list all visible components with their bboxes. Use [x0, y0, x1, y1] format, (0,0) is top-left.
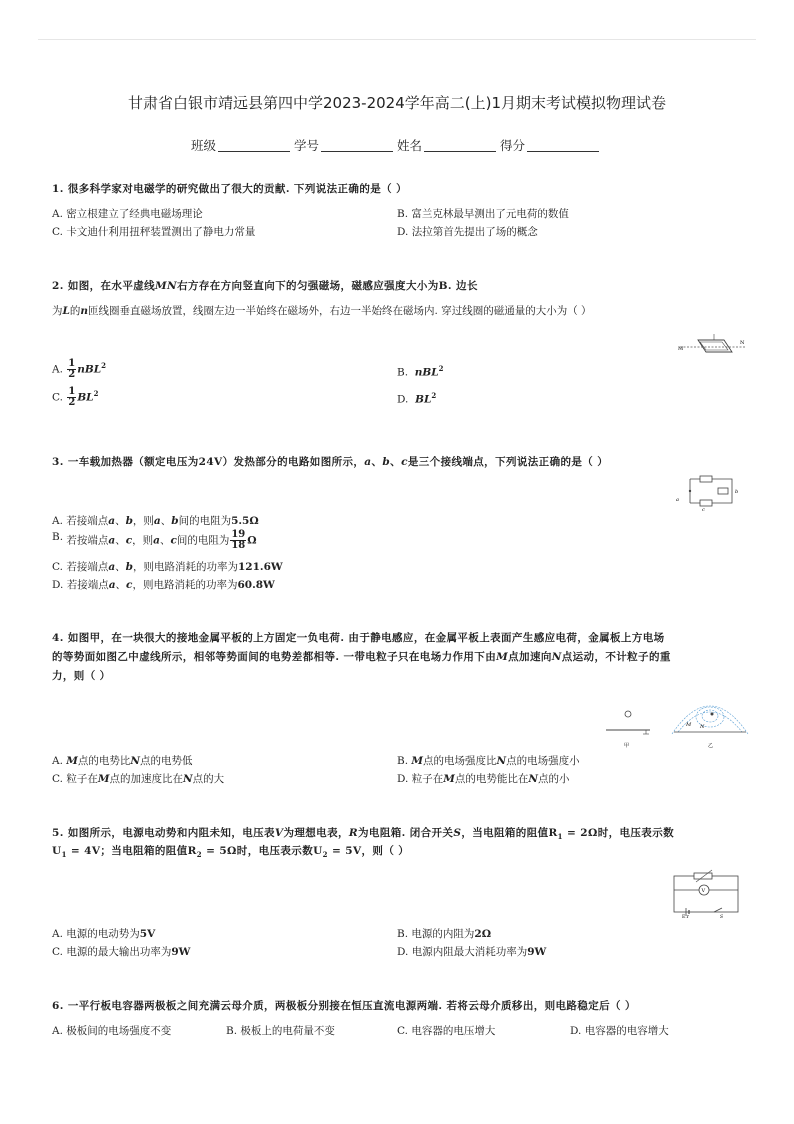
q3-fig-label-c: c	[702, 507, 705, 511]
q4-fig-label-n: N	[700, 724, 705, 730]
q4-option-c[interactable]: C. 粒子在M点的加速度比在N点的大	[52, 773, 225, 785]
q5-stem-line2: $U_1 = 4V$；当电阻箱的阻值$R_2 = 5\Omega$时，电压表示数$U_2 = 5V$，则（ ）	[52, 845, 410, 860]
student-info-line	[0, 136, 794, 154]
q3-option-d[interactable]: D. 若接端点a、c，则电路消耗的功率为60.8W	[52, 579, 275, 591]
q2-option-d[interactable]: D. $BL^2$	[397, 391, 437, 406]
q1-option-b[interactable]: B. 富兰克林最早测出了元电荷的数值	[397, 208, 569, 220]
score-label: 得分	[500, 138, 526, 153]
q5-option-a[interactable]: A. 电源的电动势为5V	[52, 928, 156, 940]
q3-option-a[interactable]: A. 若接端点a、b，则a、b间的电阻为5.5Ω	[52, 515, 259, 527]
q6-option-d[interactable]: D. 电容器的电容增大	[570, 1025, 669, 1037]
q1-stem: 1. 很多科学家对电磁学的研究做出了很大的贡献. 下列说法正确的是（ ）	[52, 183, 407, 195]
page-title: 甘肃省白银市靖远县第四中学2023-2024学年高二(上)1月期末考试模拟物理试卷	[127, 94, 666, 112]
q4-option-a[interactable]: A. M点的电势比N点的电势低	[52, 755, 193, 767]
q5-circuit-figure	[668, 868, 744, 918]
q2-coil-figure	[676, 330, 748, 360]
q4-option-b[interactable]: B. M点的电场强度比N点的电场强度小	[397, 755, 580, 767]
q1-option-d[interactable]: D. 法拉第首先提出了场的概念	[397, 226, 538, 238]
q2-stem-line2: 为L的n匝线圈垂直磁场放置，线圈左边一半始终在磁场外，右边一半始终在磁场内. 穿过线圈的磁通量的大小为（ ）	[52, 305, 592, 317]
class-field[interactable]	[218, 140, 290, 152]
q2-c-fraction: $\frac{1}{2}$	[68, 386, 76, 408]
id-field[interactable]	[321, 140, 393, 152]
q4-field-figure	[600, 700, 750, 752]
name-label: 姓名	[397, 138, 423, 153]
q3-option-b[interactable]: B. 若按端点a、c，则a、c间的电阻为 $\frac{19}{18}$ Ω	[52, 529, 257, 551]
header-rule	[38, 39, 756, 40]
q3-circuit-figure	[672, 471, 744, 511]
q1-option-a[interactable]: A. 密立根建立了经典电磁场理论	[52, 208, 203, 220]
q5-fig-source-label: E,r	[682, 915, 689, 918]
q2-fig-label-m: M	[678, 346, 684, 352]
q5-option-b[interactable]: B. 电源的内阻为2Ω	[397, 928, 492, 940]
q3-option-c[interactable]: C. 若接端点a、b，则电路消耗的功率为121.6W	[52, 561, 283, 573]
q4-stem-line1: 4. 如图甲，在一块很大的接地金属平板的上方固定一负电荷. 由于静电感应，在金属平板上表面产生感应电荷，金属板上方电场	[52, 632, 665, 644]
q4-fig-label-right: 乙	[708, 743, 714, 749]
class-label: 班级	[190, 138, 216, 153]
score-field[interactable]	[527, 140, 599, 152]
q6-option-b[interactable]: B. 极板上的电荷量不变	[226, 1025, 335, 1037]
q2-option-c[interactable]: C. $\frac{1}{2}$ $BL^2$	[52, 386, 99, 408]
q6-option-a[interactable]: A. 极板间的电场强度不变	[52, 1025, 172, 1037]
q3-b-fraction: $\frac{19}{18}$	[231, 529, 246, 551]
q2-option-b[interactable]: B. nBL$^2$	[397, 364, 444, 379]
q4-stem-line3: 力，则（ ）	[52, 670, 111, 682]
q2-option-a[interactable]: A. $\frac{1}{2}$ nBL$^2$	[52, 358, 107, 380]
q3-fig-label-b: b	[735, 489, 739, 495]
name-field[interactable]	[424, 140, 496, 152]
q3-fig-label-a: a	[676, 497, 679, 503]
q5-fig-voltmeter-label: V	[701, 888, 706, 894]
q5-option-d[interactable]: D. 电源内阻最大消耗功率为9W	[397, 946, 547, 958]
q3-stem: 3. 一车载加热器（额定电压为24V）发热部分的电路如图所示，a、b、c是三个接线端点，下列说法正确的是（ ）	[52, 456, 609, 468]
q1-option-c[interactable]: C. 卡文迪什利用扭秤装置测出了静电力常量	[52, 226, 256, 238]
q6-option-c[interactable]: C. 电容器的电压增大	[397, 1025, 496, 1037]
id-label: 学号	[293, 138, 319, 153]
q4-stem-line2: 的等势面如图乙中虚线所示，相邻等势面间的电势差都相等. 一带电粒子只在电场力作用下由M点加速向N点运动，不计粒子的重	[52, 651, 671, 663]
q2-stem: 2. 如图，在水平虚线MN右方存在方向竖直向下的匀强磁场，磁感应强度大小为B. 边长	[52, 280, 478, 292]
q5-fig-switch-label: S	[720, 915, 724, 918]
q5-stem-line1: 5. 如图所示，电源电动势和内阻未知，电压表V为理想电表，R为电阻箱. 闭合开关S，当电阻箱的阻值$R_1 = 2\Omega$时，电压表示数	[52, 827, 675, 842]
q6-stem: 6. 一平行板电容器两极板之间充满云母介质，两极板分别接在恒压直流电源两端. 若将云母介质移出，则电路稳定后（ ）	[52, 1000, 636, 1012]
q2-a-fraction: $\frac{1}{2}$	[68, 358, 76, 380]
q4-fig-label-m: M	[686, 722, 692, 728]
q2-fig-label-n: N	[740, 340, 745, 346]
q4-option-d[interactable]: D. 粒子在M点的电势能比在N点的小	[397, 773, 570, 785]
q4-fig-label-left: 甲	[624, 743, 630, 749]
q5-option-c[interactable]: C. 电源的最大输出功率为9W	[52, 946, 191, 958]
